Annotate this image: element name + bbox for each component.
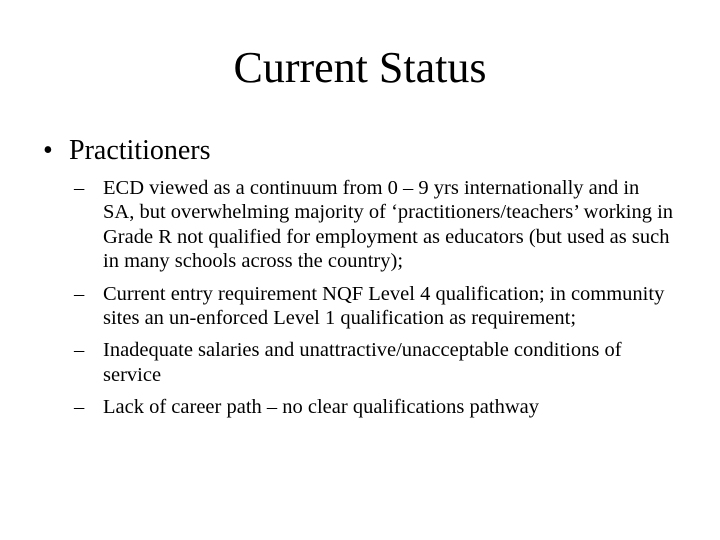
sub-bullet-text: ECD viewed as a continuum from 0 – 9 yrs internationally and in SA, but overwhelming majority of ‘practitioners/teachers’ working in Grade R not qualified for employment as educators (but used as such in many schools across the country); bbox=[103, 177, 674, 273]
sub-bullet-item bbox=[74, 176, 674, 274]
bullet-marker: • bbox=[43, 135, 53, 166]
dash-marker: – bbox=[74, 396, 85, 419]
slide-title: Current Status bbox=[233, 43, 487, 92]
sub-bullet-list bbox=[74, 176, 674, 428]
sub-bullet-item bbox=[74, 395, 674, 419]
sub-bullet-text: Current entry requirement NQF Level 4 qualification; in community sites an un-enforced Level 1 qualification as requirement; bbox=[103, 282, 665, 330]
bullet-text: Practitioners bbox=[69, 135, 211, 166]
dash-marker: – bbox=[74, 282, 85, 305]
sub-bullet-text: Inadequate salaries and unattractive/unacceptable conditions of service bbox=[103, 339, 622, 386]
sub-bullet-text: Lack of career path – no clear qualifications pathway bbox=[103, 396, 539, 419]
sub-bullet-item bbox=[74, 282, 674, 331]
sub-bullet-item bbox=[74, 338, 674, 387]
dash-marker: – bbox=[74, 339, 85, 362]
dash-marker: – bbox=[74, 177, 85, 199]
